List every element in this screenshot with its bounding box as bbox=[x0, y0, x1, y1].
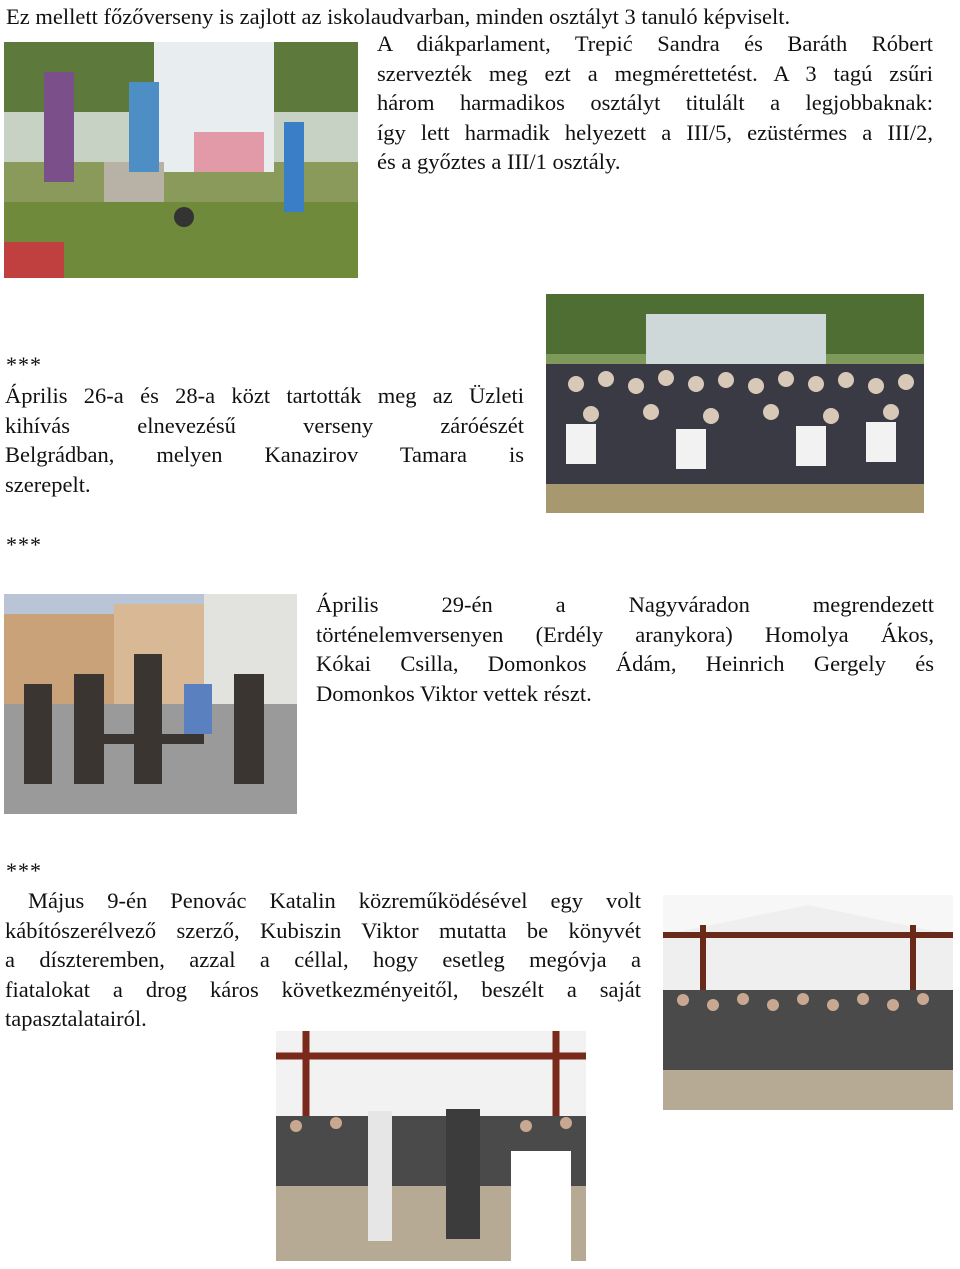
hall-audience-photo bbox=[663, 895, 953, 1110]
section-separator: *** bbox=[6, 858, 42, 883]
cooking-contest-photo bbox=[4, 42, 358, 278]
paragraph-line: Belgrádban, melyen Kanazirov Tamara is bbox=[5, 442, 524, 468]
intro-paragraph bbox=[377, 29, 933, 177]
paragraph-line: fiatalokat a drog káros következményeitől, beszélt a saját bbox=[5, 976, 641, 1002]
presentation-photo bbox=[276, 1031, 586, 1261]
intro-line: szervezték meg ezt a megmérettetést. A 3 tagú zsűri bbox=[377, 60, 933, 86]
paragraph-line: kábítószerélvező szerző, Kubiszin Viktor mutatta be könyvét bbox=[5, 917, 641, 943]
paragraph-line: a díszteremben, azzal a céllal, hogy esetleg megóvja a bbox=[5, 947, 641, 973]
intro-line: három harmadikos osztályt titulált a legjobbaknak: bbox=[377, 90, 933, 116]
intro-line: A diákparlament, Trepić Sandra és Baráth Róbert bbox=[377, 31, 933, 56]
intro-line: így lett harmadik helyezett a III/5, ezüstérmes a III/2, bbox=[377, 119, 933, 145]
group-photo bbox=[546, 294, 924, 513]
section-separator: *** bbox=[6, 532, 42, 557]
paragraph-line: kihívás elnevezésű verseny záróészét bbox=[5, 412, 524, 438]
statues-photo bbox=[4, 594, 297, 814]
paragraph-line: tapasztalatairól. bbox=[5, 1006, 147, 1032]
history-competition-paragraph bbox=[316, 590, 934, 708]
book-presentation-paragraph bbox=[5, 886, 641, 1034]
paragraph-line: Április 26-a és 28-a közt tartották meg az Üzleti bbox=[5, 383, 524, 408]
paragraph-line: Kókai Csilla, Domonkos Ádám, Heinrich Gergely és bbox=[316, 651, 934, 677]
intro-first-line: Ez mellett főzőverseny is zajlott az iskolaudvarban, minden osztályt 3 tanuló képviselt. bbox=[6, 4, 791, 29]
paragraph-line: Május 9-én Penovác Katalin közreműködésével egy volt bbox=[5, 888, 641, 913]
paragraph-line: Április 29-én a Nagyváradon megrendezett bbox=[316, 592, 934, 617]
intro-line: és a győztes a III/1 osztály. bbox=[377, 149, 621, 175]
section-separator: *** bbox=[6, 352, 42, 377]
paragraph-line: Domonkos Viktor vettek részt. bbox=[316, 680, 592, 706]
paragraph-line: szerepelt. bbox=[5, 471, 91, 497]
business-challenge-paragraph bbox=[5, 381, 524, 499]
paragraph-line: történelemversenyen (Erdély aranykora) Homolya Ákos, bbox=[316, 621, 934, 647]
